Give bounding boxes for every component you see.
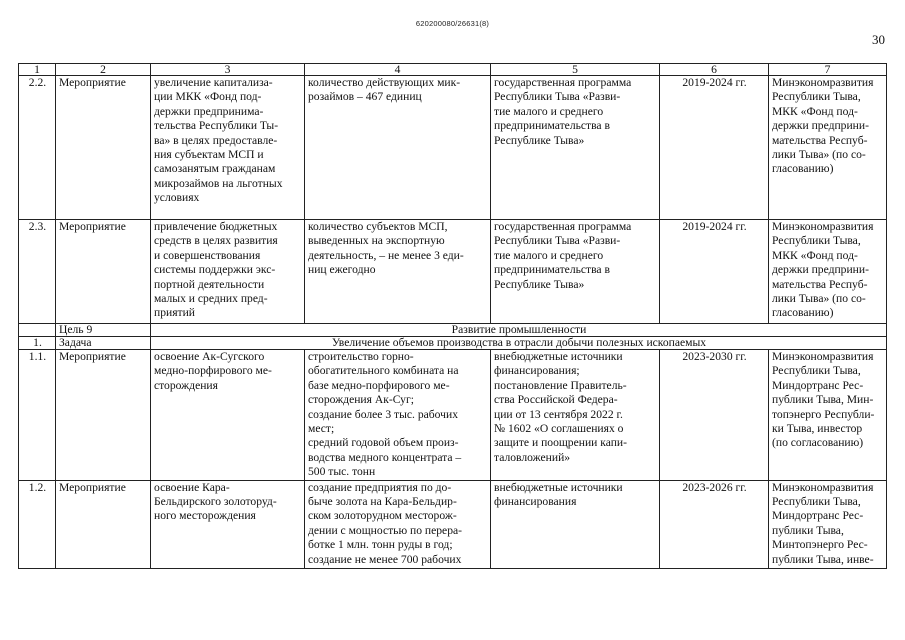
action-plan-table — [18, 63, 887, 569]
row-indicator: строительство горно- обогатительного комбината на базе медно-порфирового ме- сторождения Ак-Суг; создание более 3 тыс. рабочих мест; средний годовой объем произ- водства медного концентрата – 500 тыс. тонн — [305, 350, 491, 481]
table-row — [19, 480, 887, 568]
column-header: 2 — [56, 64, 151, 76]
row-responsible: Минэкономразвития Республики Тыва, МКК «Фонд под- держки предприни- мательства Респуб- лики Тыва» (по со- гласованию) — [769, 76, 887, 220]
goal-row — [19, 324, 887, 337]
goal-title: Развитие промышленности — [151, 324, 887, 337]
row-description: привлечение бюджетных средств в целях развития и совершенствования системы поддержки экс- портной деятельности малых и средних пред- приятий — [151, 220, 305, 324]
row-number: 2.2. — [19, 76, 56, 220]
row-period: 2023-2026 гг. — [660, 480, 769, 568]
column-header: 4 — [305, 64, 491, 76]
row-responsible: Минэкономразвития Республики Тыва, Миндортранс Рес- публики Тыва, Минтопэнерго Рес- публики Тыва, инве- — [769, 480, 887, 568]
goal-label: Цель 9 — [56, 324, 151, 337]
task-label: Задача — [56, 337, 151, 350]
page-number: 30 — [872, 32, 885, 47]
goal-number — [19, 324, 56, 337]
row-source: внебюджетные источники финансирования; постановление Правитель- ства Российской Федера- ции от 13 сентября 2022 г. № 1602 «О соглашениях о защите и поощрении капи- таловложений» — [491, 350, 660, 481]
task-row — [19, 337, 887, 350]
task-title: Увеличение объемов производства в отрасли добычи полезных ископаемых — [151, 337, 887, 350]
table-row — [19, 350, 887, 481]
column-header: 6 — [660, 64, 769, 76]
row-period: 2019-2024 гг. — [660, 76, 769, 220]
row-period: 2023-2030 гг. — [660, 350, 769, 481]
row-number: 1.2. — [19, 480, 56, 568]
row-source: внебюджетные источники финансирования — [491, 480, 660, 568]
row-type: Мероприятие — [56, 220, 151, 324]
row-source: государственная программа Республики Тыва «Разви- тие малого и среднего предпринимательства в Республике Тыва» — [491, 220, 660, 324]
column-header: 7 — [769, 64, 887, 76]
row-number: 1.1. — [19, 350, 56, 481]
row-indicator: создание предприятия по до- быче золота на Кара-Бельдир- ском золоторудном месторож- дении с мощностью по перера- ботке 1 млн. тонн руды в год; создание не менее 700 рабочих — [305, 480, 491, 568]
column-header: 5 — [491, 64, 660, 76]
task-number: 1. — [19, 337, 56, 350]
row-indicator: количество действующих мик- розаймов – 467 единиц — [305, 76, 491, 220]
row-number: 2.3. — [19, 220, 56, 324]
row-type: Мероприятие — [56, 76, 151, 220]
column-header: 1 — [19, 64, 56, 76]
column-header: 3 — [151, 64, 305, 76]
row-description: освоение Кара- Бельдирского золоторуд- ного месторождения — [151, 480, 305, 568]
row-period: 2019-2024 гг. — [660, 220, 769, 324]
table-header-row — [19, 64, 887, 76]
table-row — [19, 76, 887, 220]
row-description: увеличение капитализа- ции МКК «Фонд под- держки предпринима- тельства Республики Ты- ва» в целях предоставле- ния субъектам МСП и самозанятым гражданам микрозаймов на льготных условиях — [151, 76, 305, 220]
row-source: государственная программа Республики Тыва «Разви- тие малого и среднего предпринимательства в Республике Тыва» — [491, 76, 660, 220]
row-description: освоение Ак-Сугского медно-порфирового ме- сторождения — [151, 350, 305, 481]
row-type: Мероприятие — [56, 350, 151, 481]
row-type: Мероприятие — [56, 480, 151, 568]
row-responsible: Минэкономразвития Республики Тыва, Миндортранс Рес- публики Тыва, Мин- топэнерго Республи- ки Тыва, инвестор (по согласованию) — [769, 350, 887, 481]
table-row — [19, 220, 887, 324]
row-indicator: количество субъектов МСП, выведенных на экспортную деятельность, – не менее 3 еди- ниц ежегодно — [305, 220, 491, 324]
row-responsible: Минэкономразвития Республики Тыва, МКК «Фонд под- держки предприни- мательства Респуб- лики Тыва» (по со- гласованию) — [769, 220, 887, 324]
document-code: 620200080/26631(8) — [415, 19, 490, 28]
